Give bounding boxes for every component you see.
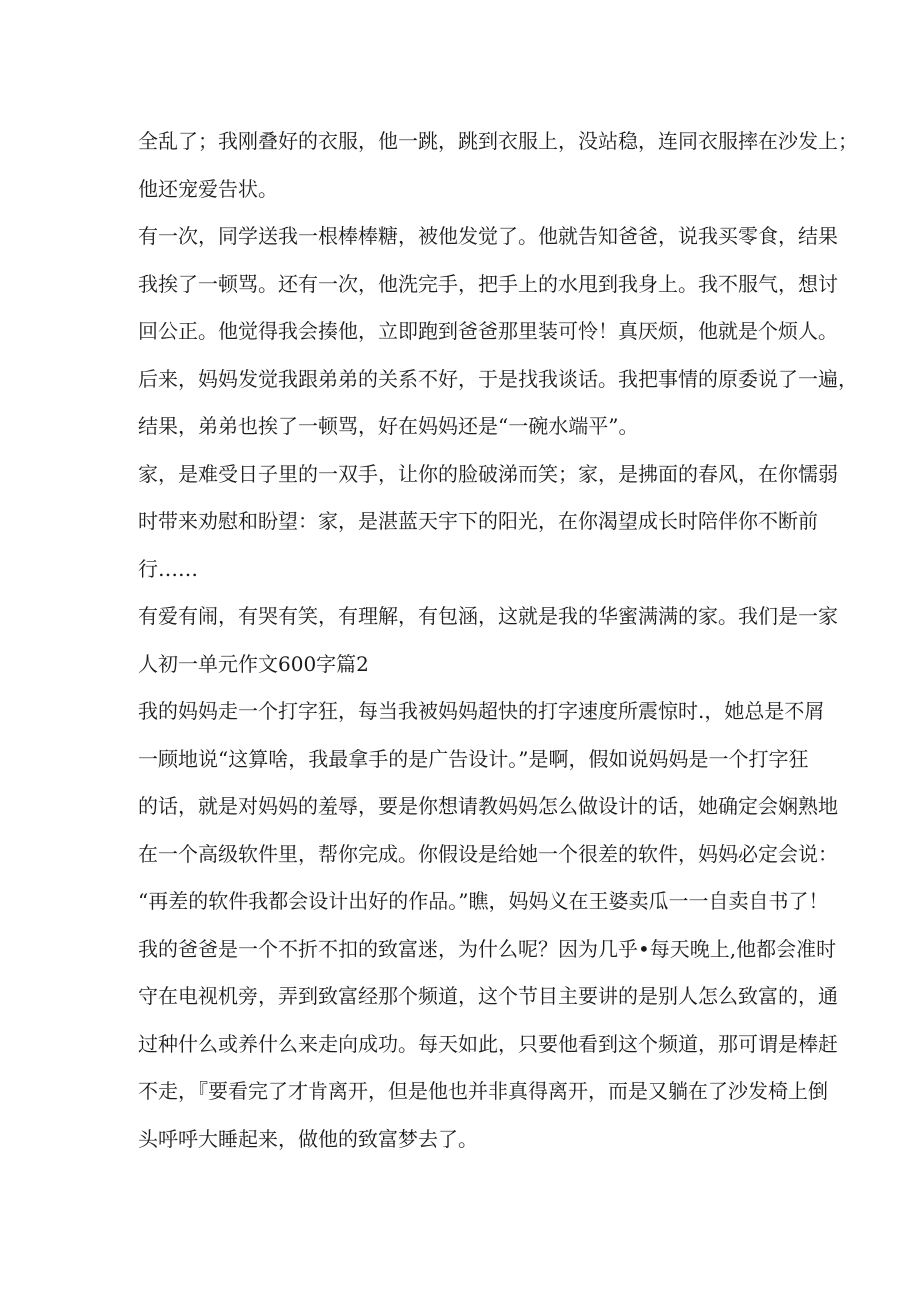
text-line: 守在电视机旁，弄到致富经那个频道，这个节目主要讲的是别人怎么致富的，通 (138, 984, 838, 1008)
text-line: 在一个高级软件里，帮你完成。你假设是给她一个很差的软件，妈妈必定会说： (138, 841, 838, 866)
text-line: “再差的软件我都会设计出好的作品。”瞧，妈妈义在王婆卖瓜一一自卖自书了！ (138, 889, 829, 913)
document-body (138, 118, 858, 1163)
text-line: 人初一单元作文600字篇2 (138, 651, 369, 676)
text-line: 行…… (138, 556, 198, 581)
text-line: 一顾地说“这算啥，我最拿手的是广告设计。”是啊，假如说妈妈是一个打字狂 (138, 746, 809, 771)
text-line: 后来，妈妈发觉我跟弟弟的关系不好，于是找我谈话。我把事情的原委说了一遍， (138, 366, 858, 391)
text-line: 有一次，同学送我一根棒棒糖，被他发觉了。他就告知爸爸，说我买零食，结果 (138, 224, 838, 248)
text-line: 结果，弟弟也挨了一顿骂，好在妈妈还是“一碗水端平”。 (138, 414, 639, 438)
text-line: 我的妈妈走一个打字狂，每当我被妈妈超快的打字速度所震惊时.，她总是不屑 (138, 699, 825, 723)
text-line: 头呼呼大睡起来，做他的致富梦去了。 (138, 1126, 478, 1151)
text-line: 有爱有闹，有哭有笑，有理解，有包涵，这就是我的华蜜满满的家。我们是一家 (138, 604, 838, 628)
text-line: 全乱了；我刚叠好的衣服，他一跳，跳到衣服上，没站稳，连同衣服摔在沙发上； (138, 129, 858, 153)
text-line: 回公正。他觉得我会揍他，立即跑到爸爸那里装可怜！真厌烦，他就是个烦人。 (138, 319, 838, 343)
text-line: 家，是难受日子里的一双手，让你的脸破涕而笑；家，是拂面的春风，在你懦弱 (138, 461, 838, 486)
text-line: 我的爸爸是一个不折不扣的致富迷，为什么呢？因为几乎•每天晚上,他都会准时 (138, 936, 837, 961)
text-line: 过种什么或养什么来走向成功。每天如此，只要他看到这个频道，那可谓是棒赶 (138, 1031, 838, 1056)
text-line: 的话，就是对妈妈的羞辱，要是你想请教妈妈怎么做设计的话，她确定会娴熟地 (138, 794, 838, 818)
text-line: 我挨了一顿骂。还有一次，他洗完手，把手上的水甩到我身上。我不服气，想讨 (138, 271, 838, 296)
text-line: 他还宠爱告状。 (138, 176, 278, 201)
text-line: 不走，『要看完了才肯离开，但是他也并非真得离开，而是又躺在了沙发椅上倒 (138, 1079, 828, 1103)
text-line: 时带来劝慰和盼望：家，是湛蓝天宇下的阳光，在你渴望成长时陪伴你不断前 (138, 509, 818, 533)
